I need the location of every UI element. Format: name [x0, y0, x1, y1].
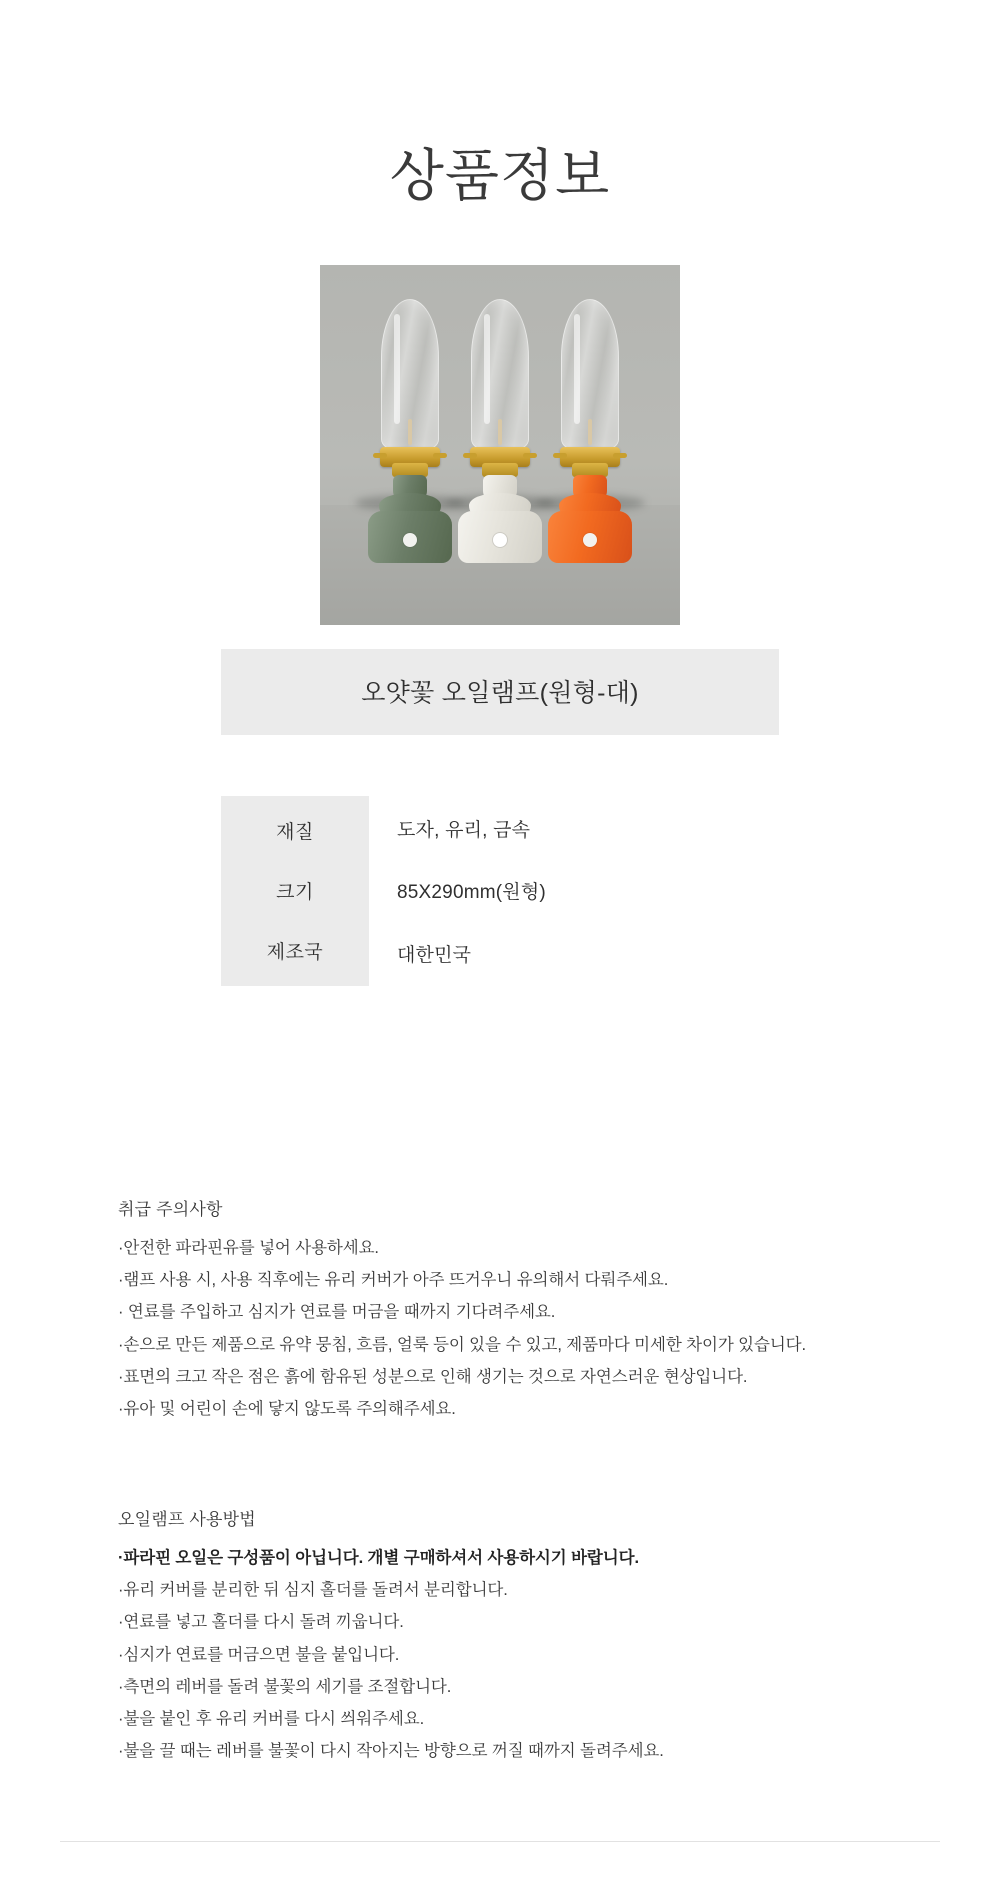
care-instructions-heading: 취급 주의사항 [118, 1200, 223, 1219]
list-item: ·파라핀 오일은 구성품이 아닙니다. 개별 구매하셔서 사용하시기 바랍니다. [118, 1549, 639, 1567]
plum-blossom-emblem-icon [403, 533, 417, 547]
wick-icon [498, 419, 502, 445]
spec-value-material: 도자, 유리, 금속 [369, 796, 779, 861]
page-title: 상품정보 [389, 144, 611, 207]
list-item: ·심지가 연료를 머금으면 불을 붙입니다. [118, 1645, 400, 1664]
spec-table [221, 796, 779, 986]
list-item: ·표면의 크고 작은 점은 흙에 함유된 성분으로 인해 생기는 것으로 자연스러운 현상입니다. [118, 1367, 748, 1386]
list-item: ·유아 및 어린이 손에 닿지 않도록 주의해주세요. [118, 1399, 456, 1418]
wick-icon [588, 419, 592, 445]
plum-blossom-emblem-icon [583, 533, 597, 547]
list-item: ·측면의 레버를 돌려 불꽃의 세기를 조절합니다. [118, 1677, 452, 1696]
list-item: ·유리 커버를 분리한 뒤 심지 홀더를 돌려서 분리합니다. [118, 1581, 508, 1600]
usage-instructions-section [118, 1505, 908, 1767]
plum-blossom-emblem-icon [493, 533, 507, 547]
wick-icon [408, 419, 412, 445]
bottom-divider [60, 1841, 940, 1842]
table-row [221, 796, 779, 861]
product-photo [320, 265, 680, 625]
spec-key-size: 크기 [221, 861, 369, 921]
care-instructions-section [118, 1195, 908, 1425]
spec-value-size: 85X290mm(원형) [369, 861, 779, 921]
list-item: · 연료를 주입하고 심지가 연료를 머금을 때까지 기다려주세요. [118, 1303, 556, 1322]
spec-key-origin: 제조국 [221, 921, 369, 986]
list-item: ·안전한 파라핀유를 넣어 사용하세요. [118, 1239, 379, 1257]
care-instructions-list [118, 1232, 908, 1425]
list-item: ·불을 붙인 후 유리 커버를 다시 씌워주세요. [118, 1709, 425, 1728]
usage-instructions-heading: 오일램프 사용방법 [118, 1510, 256, 1529]
list-item: ·불을 끌 때는 레버를 불꽃이 다시 작아지는 방향으로 꺼질 때까지 돌려주세요. [118, 1742, 664, 1761]
list-item: ·손으로 만든 제품으로 유약 뭉침, 흐름, 얼룩 등이 있을 수 있고, 제품마다 미세한 차이가 있습니다. [118, 1335, 806, 1354]
spec-key-material: 재질 [221, 796, 369, 861]
list-item: ·램프 사용 시, 사용 직후에는 유리 커버가 아주 뜨거우니 유의해서 다뤄주세요. [118, 1271, 669, 1290]
table-row [221, 861, 779, 921]
list-item: ·연료를 넣고 홀더를 다시 돌려 끼웁니다. [118, 1613, 404, 1632]
product-name-band: 오얏꽃 오일램프(원형-대) [221, 649, 779, 735]
usage-instructions-list [118, 1542, 908, 1767]
table-row [221, 921, 779, 986]
spec-value-origin: 대한민국 [369, 921, 779, 986]
